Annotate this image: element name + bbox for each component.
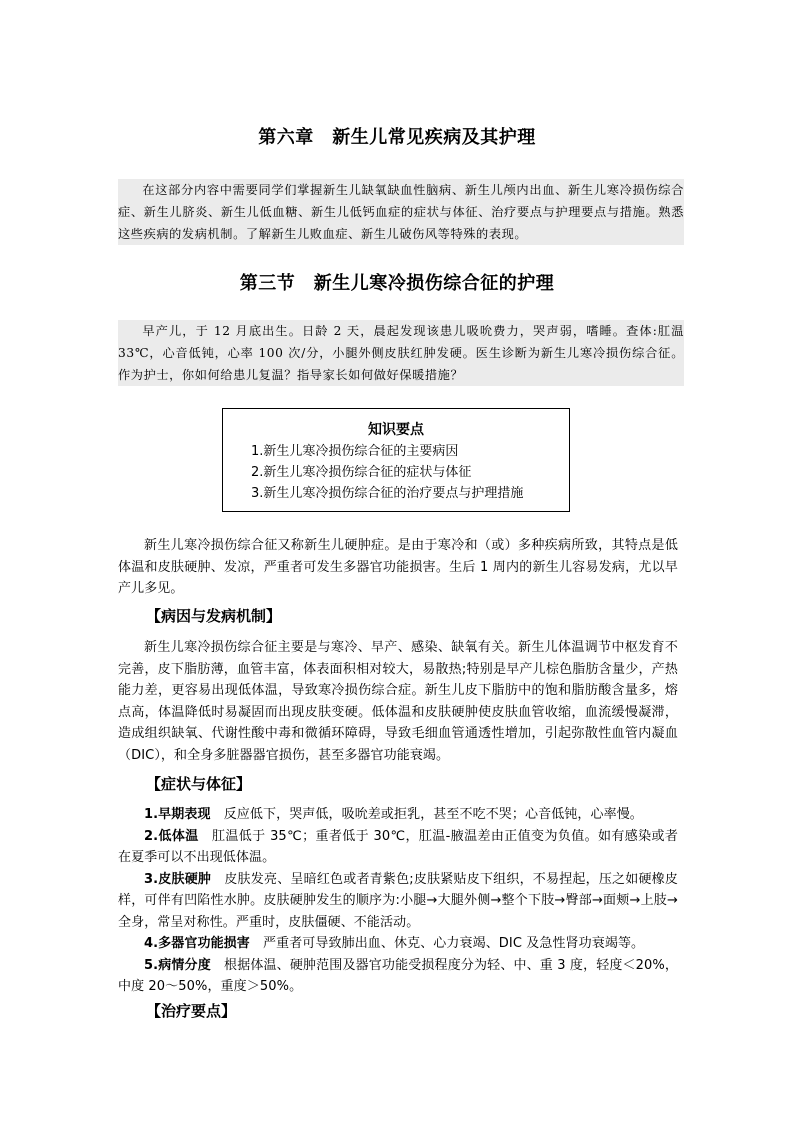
knowledge-item: 3.新生儿寒冷损伤综合征的治疗要点与护理措施 xyxy=(251,486,524,501)
section-title: 第三节 新生儿寒冷损伤综合征的护理 xyxy=(239,273,555,294)
symptom-text: 皮肤发亮、呈暗红色或者青紫色;皮肤紧贴皮下组织，不易捏起，压之如硬橡皮样，可伴有凹陷性水肿。皮肤硬肿发生的顺序为:小腿→大腿外侧→整个下肢→臀部→面颊→上肢→全身，常呈对称性。严重时，皮肤僵硬、不能活动。 xyxy=(118,871,678,930)
chapter-title: 第六章 新生儿常见疾病及其护理 xyxy=(258,127,536,148)
symptom-label: 4.多器官功能损害 xyxy=(144,936,250,951)
knowledge-points-box xyxy=(222,408,570,512)
symptom-item xyxy=(118,955,678,998)
heading-treatment: 【治疗要点】 xyxy=(146,1002,237,1020)
symptom-text: 严重者可导致肺出血、休克、心力衰竭、DIC 及急性肾功衰竭等。 xyxy=(249,936,645,951)
symptom-label: 1.早期表现 xyxy=(144,807,211,822)
heading-symptoms: 【症状与体征】 xyxy=(146,775,252,793)
case-text: 早产儿，于 12 月底出生。日龄 2 天，晨起发现该患儿吸吮费力，哭声弱，嗜睡。查体:肛温 33℃，心音低钝，心率 100 次/分，小腿外侧皮肤红肿发硬。医生诊断为新生儿寒冷损伤综合征。作为护士，你如何给患儿复温？指导家长如何做好保暖措施？ xyxy=(118,324,684,382)
cause-paragraph xyxy=(118,637,678,766)
cause-text: 新生儿寒冷损伤综合征主要是与寒冷、早产、感染、缺氧有关。新生儿体温调节中枢发育不完善，皮下脂肪薄，血管丰富，体表面积相对较大，易散热;特别是早产儿棕色脂肪含量少，产热能力差，更容易出现低体温，导致寒冷损伤综合症。新生儿皮下脂肪中的饱和脂肪酸含量多，熔点高，体温降低时易凝固而出现皮肤变硬。低体温和皮肤硬肿使皮肤血管收缩，血流缓慢凝滞，造成组织缺氧、代谢性酸中毒和微循环障碍，导致毛细血管通透性增加，引起弥散性血管内凝血（DIC），和全身多脏器器官损伤，甚至多器官功能衰竭。 xyxy=(118,640,678,763)
symptom-text: 肛温低于 35℃；重者低于 30℃，肛温-腋温差由正值变为负值。如有感染或者在夏季可以不出现低体温。 xyxy=(118,828,679,865)
symptom-item xyxy=(118,933,678,955)
knowledge-item: 1.新生儿寒冷损伤综合征的主要病因 xyxy=(251,444,459,459)
symptom-item xyxy=(118,869,678,934)
intro-text: 在这部分内容中需要同学们掌握新生儿缺氧缺血性脑病、新生儿颅内出血、新生儿寒冷损伤综合症、新生儿脐炎、新生儿低血糖、新生儿低钙血症的症状与体征、治疗要点与护理要点与措施。熟悉这些疾病的发病机制。了解新生儿败血症、新生儿破伤风等特殊的表现。 xyxy=(118,183,684,241)
knowledge-item: 2.新生儿寒冷损伤综合征的症状与体征 xyxy=(251,465,472,480)
case-study xyxy=(118,320,684,386)
heading-cause: 【病因与发病机制】 xyxy=(146,607,282,625)
symptoms-list xyxy=(118,804,678,998)
definition-text: 新生儿寒冷损伤综合征又称新生儿硬肿症。是由于寒冷和（或）多种疾病所致，其特点是低体温和皮肤硬肿、发凉，严重者可发生多器官功能损害。生后 1 周内的新生儿容易发病，尤以早产儿多见。 xyxy=(118,538,678,596)
symptom-text: 反应低下，哭声低，吸吮差或拒乳，甚至不吃不哭；心音低钝，心率慢。 xyxy=(210,807,643,822)
symptom-item xyxy=(118,804,678,826)
symptom-label: 2.低体温 xyxy=(144,828,199,844)
symptom-item xyxy=(118,826,678,869)
symptom-label: 3.皮肤硬肿 xyxy=(144,871,212,887)
symptom-label: 5.病情分度 xyxy=(144,957,211,973)
definition-paragraph xyxy=(118,535,678,600)
intro-summary xyxy=(118,179,684,245)
symptom-text: 根据体温、硬肿范围及器官功能受损程度分为轻、中、重 3 度，轻度＜20%，中度 20～50%，重度＞50%。 xyxy=(118,957,678,994)
knowledge-title: 知识要点 xyxy=(368,422,424,438)
